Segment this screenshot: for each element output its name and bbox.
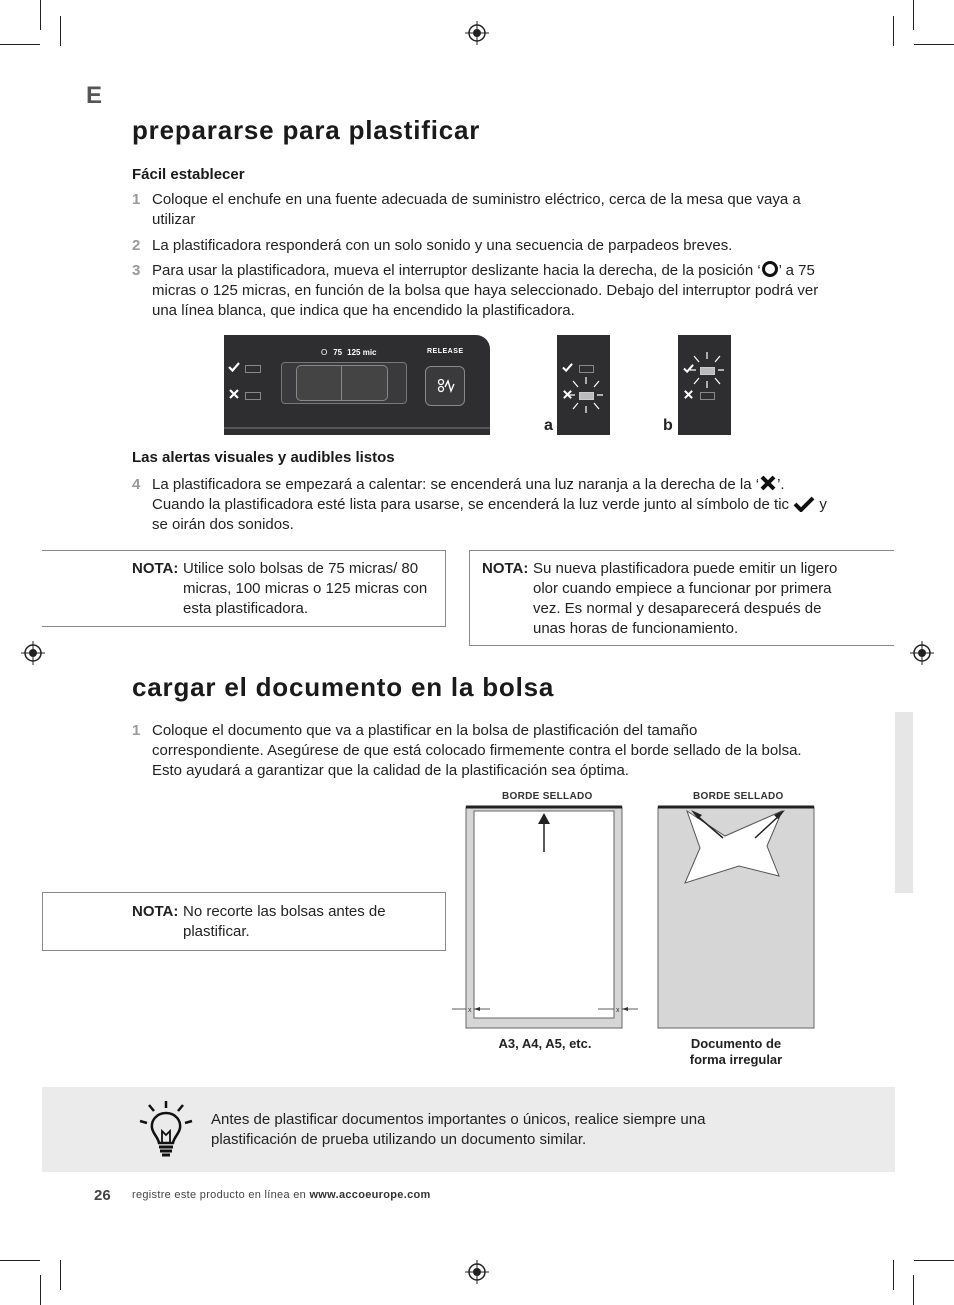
control-panel-illustration xyxy=(224,335,490,435)
step-text-b: ’ a 75 micras o 125 micras, en función de la bolsa que haya seleccionado. Debajo del interruptor podrá ver una línea blanca, que indica que ha encendido la plastificadora. xyxy=(152,262,819,319)
step-number: 1 xyxy=(132,722,141,739)
caption-irregular-line1: Documento de xyxy=(690,1036,782,1051)
caption-irregular-line2: forma irregular xyxy=(689,1052,783,1067)
step-text-a: La plastificadora se empezará a calentar: se encenderá una luz naranja a la derecha de la ‘ xyxy=(152,476,760,493)
step-number: 2 xyxy=(132,237,141,254)
footer-text: registre este producto en línea en xyxy=(132,1189,310,1201)
cross-icon xyxy=(759,475,777,491)
note-box-trim xyxy=(42,892,446,951)
note-box-left xyxy=(42,550,446,627)
margin-mark-right: x xyxy=(616,1007,620,1014)
green-led xyxy=(579,365,594,373)
figure-label-a: a xyxy=(544,417,553,434)
slider-position-labels xyxy=(321,348,377,357)
light-rays-icon xyxy=(567,377,605,413)
registration-mark-top xyxy=(465,21,489,45)
pouch-diagram-irregular xyxy=(657,804,817,1032)
mic125-label: 125 mic xyxy=(347,348,377,357)
step-2 xyxy=(132,236,832,256)
tick-icon xyxy=(228,361,240,373)
orange-led xyxy=(245,392,261,400)
step-text: Coloque el enchufe en una fuente adecuada de suministro eléctrico, cerca de la mesa que vaya a utilizar xyxy=(152,191,801,228)
step-load-1 xyxy=(132,721,812,781)
note-label: NOTA: xyxy=(132,560,179,577)
note-box-right xyxy=(469,550,894,646)
off-label: O xyxy=(321,348,328,357)
release-button[interactable] xyxy=(425,366,465,406)
indicator-panel-b xyxy=(678,335,731,435)
step-text-c: y se oirán dos sonidos. xyxy=(152,496,827,533)
footer-registration xyxy=(132,1189,431,1201)
registration-mark-left xyxy=(21,641,45,665)
caption-irregular-document xyxy=(660,1036,812,1068)
language-marker: E xyxy=(86,82,103,109)
step-number: 3 xyxy=(132,262,141,279)
step-text: La plastificadora responderá con un solo sonido y una secuencia de parpadeos breves. xyxy=(152,237,733,254)
indicator-panel-a xyxy=(557,335,610,435)
note-text: Su nueva plastificadora puede emitir un ligero olor cuando empiece a funcionar por primera vez. Es normal y desaparecerá después de unas horas de funcionamiento. xyxy=(533,560,838,637)
tick-icon xyxy=(562,362,573,373)
note-label: NOTA: xyxy=(482,560,529,577)
step-4 xyxy=(132,475,832,535)
footer-url-link[interactable]: www.accoeurope.com xyxy=(309,1189,431,1201)
green-led xyxy=(245,365,261,373)
note-text: Utilice solo bolsas de 75 micras/ 80 micras, 100 micras o 125 micras con esta plastificadora. xyxy=(183,560,428,617)
step-number: 1 xyxy=(132,191,141,208)
pouch-diagram-standard xyxy=(452,804,642,1032)
tip-text: Antes de plastificar documentos importantes o únicos, realice siempre una plastificación de prueba utilizando un documento similar. xyxy=(211,1111,706,1148)
off-position-icon xyxy=(761,261,779,277)
release-label: RELEASE xyxy=(427,348,464,355)
registration-mark-bottom xyxy=(465,1260,489,1284)
page-number: 26 xyxy=(94,1187,111,1204)
note-text: No recorte las bolsas antes de plastificar. xyxy=(183,903,386,940)
cross-icon xyxy=(683,389,694,400)
light-rays-icon xyxy=(688,352,726,388)
section-title-load-document: cargar el documento en la bolsa xyxy=(132,672,555,702)
step-text-a: Para usar la plastificadora, mueva el interruptor deslizante hacia la derecha, de la posición ‘ xyxy=(152,262,761,279)
lightbulb-icon xyxy=(138,1099,194,1161)
cross-icon xyxy=(228,388,240,400)
caption-standard-sizes: A3, A4, A5, etc. xyxy=(498,1036,592,1051)
tick-icon xyxy=(793,496,815,512)
release-icon xyxy=(426,367,464,405)
orange-led xyxy=(700,392,715,400)
subhead-easy-setup: Fácil establecer xyxy=(132,166,245,183)
section-title-prepare: prepararse para plastificar xyxy=(132,115,481,145)
sealed-edge-caption-right: BORDE SELLADO xyxy=(693,791,784,802)
mic75-label: 75 xyxy=(333,348,343,357)
figure-label-b: b xyxy=(663,417,673,434)
sealed-edge-caption-left: BORDE SELLADO xyxy=(502,791,593,802)
registration-mark-right xyxy=(910,641,934,665)
side-tab xyxy=(895,712,913,893)
note-label: NOTA: xyxy=(132,903,179,920)
step-3 xyxy=(132,261,832,321)
subhead-alerts: Las alertas visuales y audibles listos xyxy=(132,449,395,466)
step-1 xyxy=(132,190,832,230)
step-text: Coloque el documento que va a plastificar en la bolsa de plastificación del tamaño correspondiente. Asegúrese de que está colocado firmemente contra el borde sellado de la bolsa. Esto ayudará a garantizar que la calidad de la plastificación sea óptima. xyxy=(152,722,802,779)
slider-knob[interactable] xyxy=(296,365,388,401)
step-text-b: ’. Cuando la plastificadora esté lista para usarse, se encenderá la luz verde junto al símbolo de tic xyxy=(152,476,790,513)
panel-lower-edge xyxy=(224,427,490,429)
margin-mark-left: x xyxy=(468,1007,472,1014)
step-number: 4 xyxy=(132,476,141,493)
